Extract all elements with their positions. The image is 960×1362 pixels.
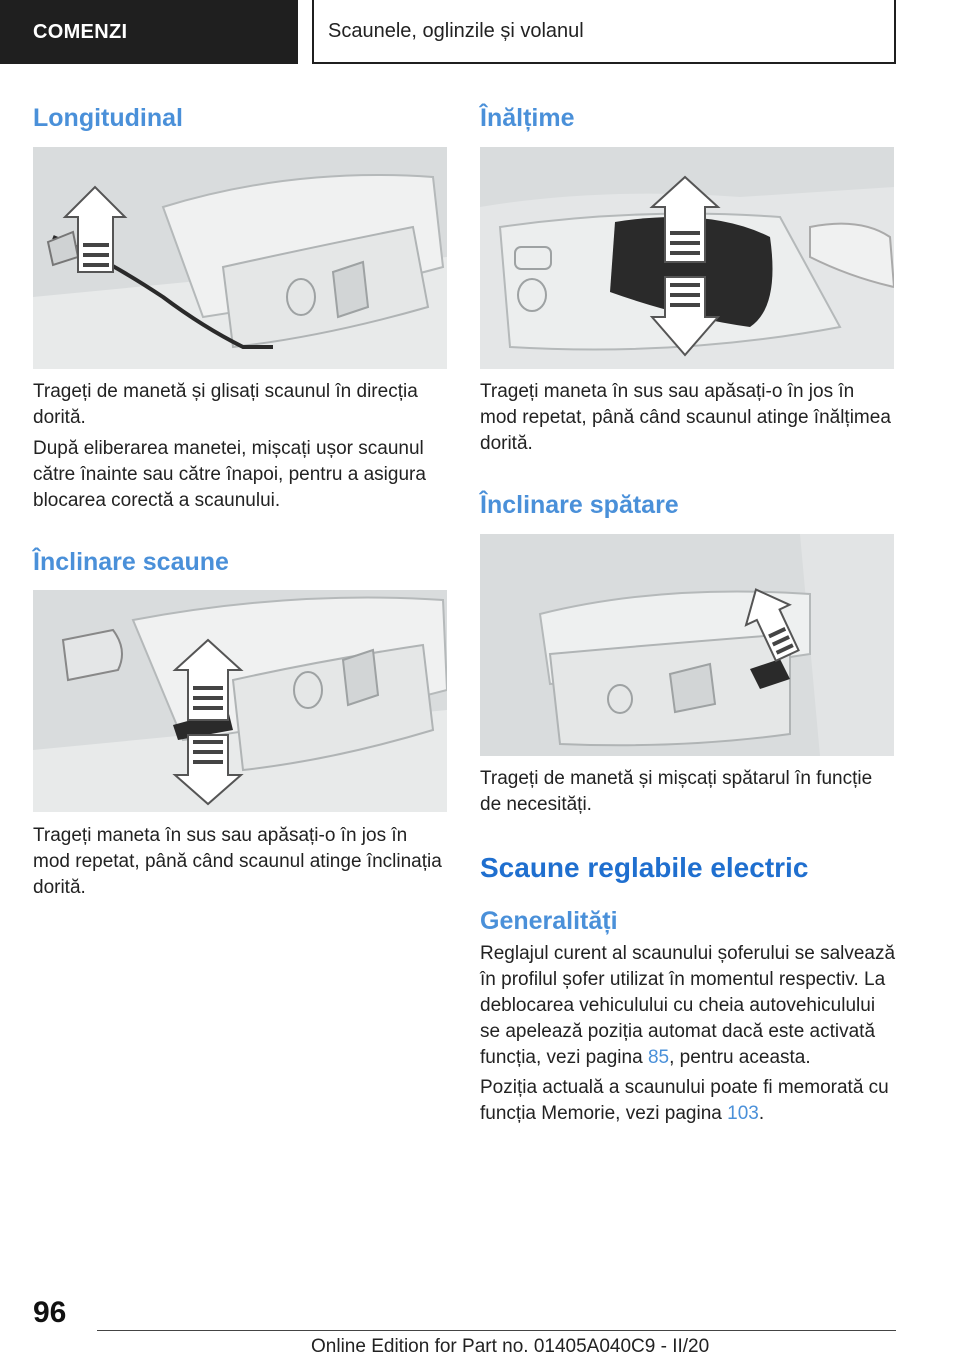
section-title: Scaunele, oglinzile și volanul [312,0,896,64]
page-link-85[interactable]: 85 [647,1047,670,1068]
heading-height: Înălțime [480,104,575,132]
paragraph-general-2-text: Poziția actuală a scaunului poate fi memorată cu funcția Memorie, vezi pagina [480,1077,889,1124]
footer-divider [97,1330,896,1331]
illustration-longitudinal [33,147,447,369]
chapter-tab: COMENZI [0,0,298,64]
paragraph-longitudinal-1: Trageți de manetă și glisați scaunul în direcția dorită. [33,381,418,428]
paragraph-backrest-1: Trageți de manetă și mișcați spătarul în funcție de necesități. [480,768,873,815]
illustration-seat-tilt [33,590,447,812]
paragraph-general-1 [480,941,896,1071]
paragraph-general-1-end: , pentru aceasta. [669,1047,811,1068]
paragraph-general-2-end: . [758,1103,765,1124]
footer-edition: Online Edition for Part no. 01405A040C9 - II/20 [311,1336,710,1357]
page-link-103[interactable]: 103 [727,1103,759,1124]
heading-general: Generalități [480,907,618,935]
page-number: 96 [33,1296,67,1329]
paragraph-general-2 [480,1075,896,1127]
paragraph-general-1-text: Reglajul curent al scaunului șoferului se salvează în profilul șofer utilizat în momentul respectiv. La deblocarea vehiculului cu cheia autovehiculului se apelează poziția automat dacă este activată funcția, vezi pagina [480,943,896,1068]
heading-longitudinal: Longitudinal [33,104,183,132]
heading-electric-seats: Scaune reglabile electric [480,852,809,883]
paragraph-seat-tilt-1: Trageți maneta în sus sau apăsați-o în jos în mod repetat, până când scaunul atinge înclinația dorită. [33,825,442,898]
illustration-backrest [480,534,894,756]
heading-backrest: Înclinare spătare [480,491,679,519]
illustration-height [480,147,894,369]
paragraph-height-1: Trageți maneta în sus sau apăsați-o în jos în mod repetat, până când scaunul atinge înălțimea dorită. [480,381,891,454]
heading-seat-tilt: Înclinare scaune [33,548,229,576]
paragraph-longitudinal-2: După eliberarea manetei, mișcați ușor scaunul către înainte sau către înapoi, pentru a asigura blocarea corectă a scaunului. [33,438,426,511]
